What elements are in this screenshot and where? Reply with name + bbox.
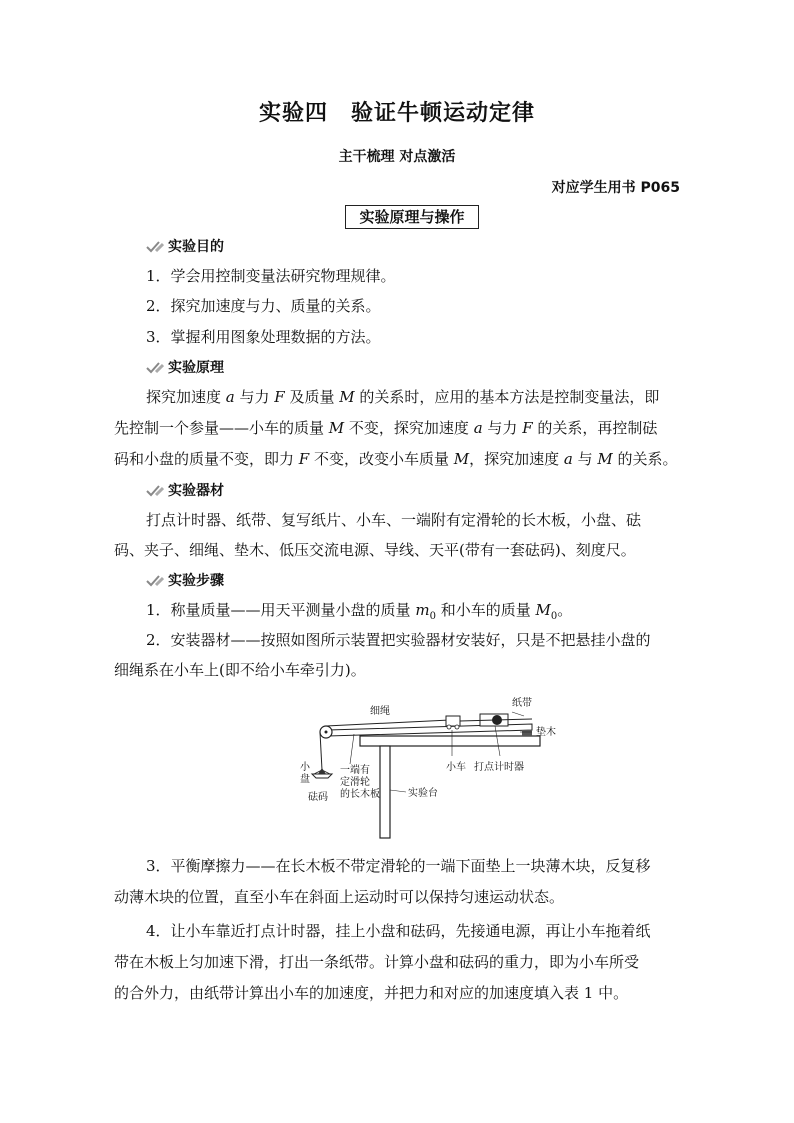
principle-line-1: 探究加速度 a 与力 F 及质量 M 的关系时，应用的基本方法是控制变量法，即: [146, 388, 660, 406]
label-weights: 砝码: [308, 792, 328, 803]
label-board-2: 定滑轮: [340, 777, 370, 788]
label-board-3: 的长木板: [340, 789, 380, 800]
label-pan-2: 盘: [300, 774, 310, 785]
principle-line-2: 先控制一个参量——小车的质量 M 不变，探究加速度 a 与力 F 的关系，再控制砝: [114, 419, 658, 437]
wood-block: [522, 730, 532, 736]
cart: [446, 716, 460, 726]
heading-principle: 实验原理: [146, 357, 224, 377]
lab-table-leg: [380, 746, 390, 838]
heading-purpose: 实验目的: [146, 236, 224, 256]
book-reference: 对应学生用书 P065: [551, 180, 680, 196]
label-rope: 细绳: [370, 706, 390, 717]
rope: [326, 720, 450, 726]
step-2-line-1: 2．安装器材——按照如图所示装置把实验器材安装好，只是不把悬挂小盘的: [146, 631, 651, 649]
check-pencil-icon: [146, 360, 164, 374]
check-pencil-icon: [146, 573, 164, 587]
label-tape: 纸带: [512, 698, 532, 709]
section-box: 实验原理与操作: [345, 205, 479, 229]
label-pan-1: 小: [300, 762, 310, 773]
lab-table-top: [360, 736, 540, 746]
step-2-line-2: 细绳系在小车上(即不给小车牵引力)。: [114, 661, 366, 679]
purpose-2: 2．探究加速度与力、质量的关系。: [146, 297, 381, 315]
step-3-line-1: 3．平衡摩擦力——在长木板不带定滑轮的一端下面垫上一块薄木块，反复移: [146, 857, 651, 875]
label-board-1: 一端有: [340, 765, 370, 776]
principle-line-3: 码和小盘的质量不变，即力 F 不变，改变小车质量 M，探究加速度 a 与 M 的关系。: [114, 450, 678, 468]
equipment-line-2: 码、夹子、细绳、垫木、低压交流电源、导线、天平(带有一套砝码)、刻度尺。: [114, 541, 636, 559]
step-4-line-1: 4．让小车靠近打点计时器，挂上小盘和砝码，先接通电源，再让小车拖着纸: [146, 922, 651, 940]
step-4-line-2: 带在木板上匀加速下滑，打出一条纸带。计算小盘和砝码的重力，即为小车所受: [114, 953, 640, 971]
heading-equipment: 实验器材: [146, 480, 224, 500]
apparatus-diagram: [300, 690, 760, 840]
page-subtitle: 主干梳理 对点激活: [338, 149, 456, 165]
label-timer: 打点计时器: [474, 762, 524, 773]
label-cart: 小车: [446, 762, 466, 773]
step-1: 1．称量质量——用天平测量小盘的质量 $m_0$ 和小车的质量 $M_0$。: [146, 601, 573, 622]
check-pencil-icon: [146, 239, 164, 253]
step-3-line-2: 动薄木块的位置，直至小车在斜面上运动时可以保持匀速运动状态。: [114, 888, 565, 906]
check-pencil-icon: [146, 483, 164, 497]
purpose-1: 1．学会用控制变量法研究物理规律。: [146, 267, 396, 285]
pan: [312, 774, 332, 778]
heading-steps: 实验步骤: [146, 570, 224, 590]
purpose-3: 3．掌握利用图象处理数据的方法。: [146, 328, 381, 346]
label-table: 实验台: [408, 788, 438, 799]
label-block: 垫木: [536, 727, 556, 738]
equipment-line-1: 打点计时器、纸带、复写纸片、小车、一端附有定滑轮的长木板，小盘、砝: [146, 511, 642, 529]
page-title: 实验四 验证牛顿运动定律: [258, 100, 535, 126]
step-4-line-3: 的合外力，由纸带计算出小车的加速度，并把力和对应的加速度填入表 1 中。: [114, 984, 629, 1002]
